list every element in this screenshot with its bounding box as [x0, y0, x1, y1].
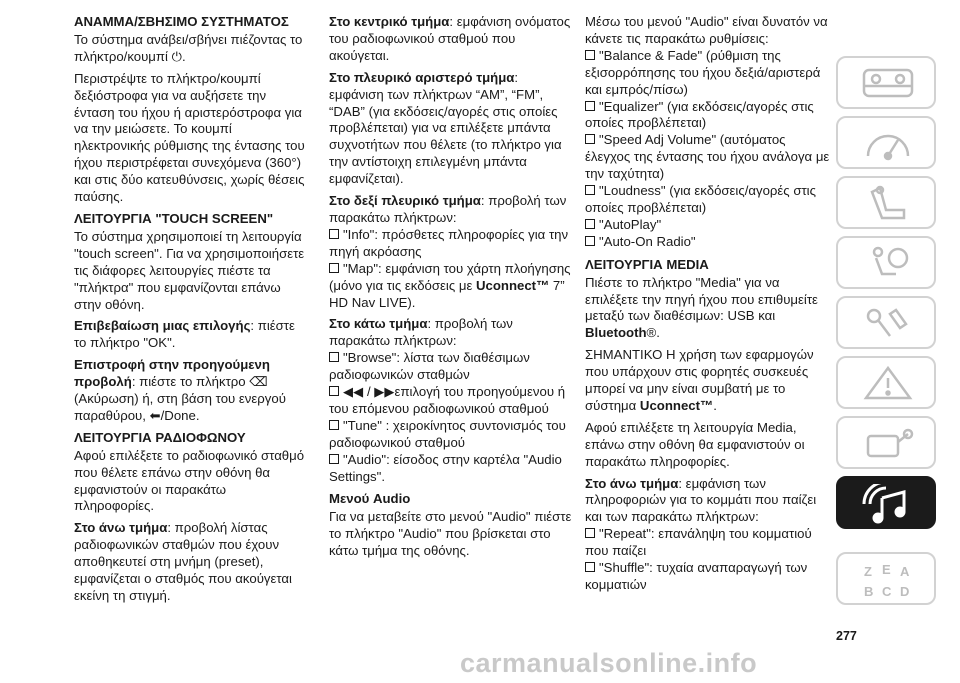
- tab-car-dashboard[interactable]: [836, 56, 936, 109]
- upper-section-label: Στο άνω τμήμα: [74, 520, 168, 536]
- index-letters-icon: [860, 560, 916, 600]
- media-info-text: Αφού επιλέξετε τη λειτουργία Media, επάνω στην οθόνη θα εμφανιστούν οι παρακάτω πληροφορίες.: [585, 419, 805, 469]
- warning-triangle-icon: [860, 364, 916, 404]
- heading-system-power: ΑΝΑΜΜΑ/ΣΒΗΣΙΜΟ ΣΥΣΤΗΜΑΤΟΣ: [74, 14, 289, 29]
- tab-engine[interactable]: [836, 416, 936, 469]
- back-label: Επιστροφή στην προηγούμενη προβολή: [74, 357, 270, 390]
- svg-text:D: D: [900, 584, 910, 599]
- upper-section-text: : προβολή λίστας ραδιοφωνικών σταθμών που έχουν αποθηκευτεί στη μνήμη (preset), εμφανίζεται ο σταθμός που ακούγεται εκείνη τη στιγμή.: [74, 520, 292, 603]
- airbag-icon: [860, 244, 916, 284]
- audio-menu-text: Για να μεταβείτε στο μενού "Audio" πιέστε το πλήκτρο "Audio" που βρίσκεται στο κάτω τμήμα της οθόνης.: [329, 509, 572, 559]
- touch-text: Το σύστημα χρησιμοποιεί τη λειτουργία "touch screen". Για να χρησιμοποιήσετε τις διάφορες λειτουργίες πιέστε τα "πλήκτρα" που εμφανίζονται επάνω στην οθόνη.: [74, 228, 305, 312]
- checkbox-icon: [585, 185, 595, 195]
- volume-text: Περιστρέψτε το πλήκτρο/κουμπί δεξιόστροφα για να αυξήσετε την ένταση του ήχου ή αριστερόστροφα για να την μειώσετε. Το κουμπί ηλεκτρονικής ρύθμισης της έντασης του ήχου περιστρέφεται συνεχόμενα (360°) και στις δύο κατευθύνσεις, χωρίς θέσεις παύσης.: [74, 70, 305, 205]
- media-text: Πιέστε το πλήκτρο "Media" για να επιλέξετε την πηγή ήχου που επιθυμείτε μεταξύ των διαθέσιμων: USB και: [585, 274, 818, 324]
- power-knob-icon: ⏻: [171, 48, 183, 64]
- list-item: "Shuffle": τυχαία αναπαραγωγή των κομματιών: [585, 560, 808, 592]
- list-item: "AutoPlay": [585, 217, 830, 234]
- checkbox-icon: [585, 50, 595, 60]
- tab-seat[interactable]: [836, 176, 936, 229]
- lower-section-text: : προβολή των παρακάτω πλήκτρων:: [329, 316, 513, 349]
- tab-airbag[interactable]: [836, 236, 936, 289]
- checkbox-icon: [585, 101, 595, 111]
- list-item: "Map": εμφάνιση του χάρτη πλοήγησης (μόνο για τις εκδόσεις με Uconnect™ 7” HD Nav LIVE).: [329, 260, 571, 310]
- important-text: ΣΗΜΑΝΤΙΚΟ Η χρήση των εφαρμογών που υπάρχουν στις φορητές συσκευές μπορεί να μην είναι συμβατή με το σύστημα: [585, 347, 814, 413]
- list-item: "Balance & Fade" (ρύθμιση της εξισορρόπησης του ήχου δεξιά/αριστερά και εμπρός/πίσω): [585, 47, 821, 97]
- checkbox-icon: [329, 352, 339, 362]
- svg-text:B: B: [864, 584, 874, 599]
- list-item: "Repeat": επανάληψη του κομματιού που παίζει: [585, 526, 812, 559]
- tab-warning[interactable]: [836, 356, 936, 409]
- list-item: "Browse": λίστα των διαθέσιμων ραδιοφωνικών σταθμών: [329, 350, 530, 383]
- checkbox-icon: [585, 236, 595, 246]
- tab-index[interactable]: [836, 552, 936, 605]
- gauge-icon: [860, 124, 916, 164]
- list-item: "Auto-On Radio": [585, 234, 830, 251]
- checkbox-icon: [585, 528, 595, 538]
- key-wrench-icon: [860, 304, 916, 344]
- column-3: Μέσω του μενού "Audio" είναι δυνατόν να κάνετε τις παρακάτω ρυθμίσεις: "Balance & Fade" (ρύθμιση της εξισορρόπησης του ήχου δεξιά/αριστερά και εμπρός/πίσω) "Equalizer" (για εκδόσεις/αγορές στις οποίες προβλέπεται) "Speed Adj Volume" (αυτόματος έλεγχος της έντασης του ήχου ανάλογα με την ταχύτητα) "Loudness" (για εκδόσεις/αγορές στις οποίες προβλέπεται) "AutoPlay" "Auto-On Radio" ΛΕΙΤΟΥΡΓΙΑ MEDIA Πιέστε το πλήκτρο "Media" για να επιλέξετε την πηγή ήχου που επιθυμείτε μεταξύ των διαθέσιμων: USB και Bluetooth®. ΣΗΜΑΝΤΙΚΟ Η χρήση των εφαρμογών που υπάρχουν στις φορητές συσκευές μπορεί να μην είναι συμβατή με το σύστημα Uconnect™. Αφού επιλέξετε τη λειτουργία Media, επάνω στην οθόνη θα εμφανιστούν οι παρακάτω πληροφορίες. Στο άνω τμήμα: εμφάνιση των πληροφοριών για το κομμάτι που παίζει και των παρακάτω πλήκτρων: "Repeat": επανάληψη του κομματιού που παίζει "Shuffle": τυχαία αναπαραγωγή των κομματιών: [585, 14, 830, 592]
- checkbox-icon: [329, 386, 339, 396]
- watermark: carmanualsonline.info: [460, 648, 758, 678]
- list-item: "Tune" : χειροκίνητος συντονισμός του ραδιοφωνικού σταθμού: [329, 417, 566, 450]
- list-item: "Loudness" (για εκδόσεις/αγορές στις οποίες προβλέπεται): [585, 183, 816, 215]
- list-item: "Audio": είσοδος στην καρτέλα "Audio Settings".: [329, 451, 562, 484]
- list-item: "Info": πρόσθετες πληροφορίες για την πηγή ακρόασης: [329, 226, 569, 259]
- media-upper-text: : εμφάνιση των πληροφοριών για το κομμάτι που παίζει και των παρακάτω πλήκτρων:: [585, 475, 817, 525]
- power-text: Το σύστημα ανάβει/σβήνει πιέζοντας το πλήκτρο/κουμπί: [74, 31, 303, 64]
- car-dashboard-icon: [860, 64, 916, 104]
- heading-audio-menu: Μενού Audio: [329, 491, 411, 507]
- checkbox-icon: [329, 263, 339, 273]
- center-section-label: Στο κεντρικό τμήμα: [329, 14, 450, 29]
- right-section-text: : προβολή των παρακάτω πλήκτρων:: [329, 193, 567, 225]
- svg-text:Z: Z: [864, 564, 872, 579]
- tab-gauge[interactable]: [836, 116, 936, 169]
- media-upper-label: Στο άνω τμήμα: [585, 475, 679, 491]
- page-number: 277: [836, 629, 857, 643]
- checkbox-icon: [585, 562, 595, 572]
- tab-key-wrench[interactable]: [836, 296, 936, 349]
- checkbox-icon: [329, 454, 339, 464]
- checkbox-icon: [585, 219, 595, 229]
- back-text: : πιέστε το πλήκτρο ⌫ (Ακύρωση) ή, στη βάση του ενεργού παραθύρου, ⬅/Done.: [74, 374, 286, 423]
- svg-text:C: C: [882, 584, 892, 599]
- seat-icon: [860, 184, 916, 224]
- list-item: "Equalizer" (για εκδόσεις/αγορές στις οποίες προβλέπεται): [585, 98, 814, 131]
- list-item: "Speed Adj Volume" (αυτόματος έλεγχος της έντασης του ήχου ανάλογα με την ταχύτητα): [585, 132, 830, 182]
- list-item: ◀◀ / ▶▶επιλογή του προηγούμενου ή του επόμενου ραδιοφωνικού σταθμού: [329, 384, 566, 416]
- column-2: [329, 14, 572, 565]
- left-section-text: : εμφάνιση των πλήκτρων “AM”, “FM”, “DAB” (για εκδόσεις/αγορές στις οποίες προβλέπεται) για να επιλέξετε μπάντα συχνοτήτων που θέλετε (το πλήκτρο για την αντίστοιχη επιλεγμένη μπάντα εμφανίζεται).: [329, 69, 562, 187]
- center-section-text: : εμφάνιση ονόματος του ραδιοφωνικού σταθμού που ακούγεται.: [329, 14, 571, 63]
- checkbox-icon: [585, 134, 595, 144]
- lower-section-label: Στο κάτω τμήμα: [329, 316, 428, 332]
- tab-multimedia[interactable]: [836, 476, 936, 529]
- confirm-text: : πιέστε το πλήκτρο "OK".: [74, 318, 295, 351]
- engine-wrench-icon: [860, 424, 916, 464]
- column-1: ΑΝΑΜΜΑ/ΣΒΗΣΙΜΟ ΣΥΣΤΗΜΑΤΟΣ Το σύστημα ανάβει/σβήνει πιέζοντας το πλήκτρο/κουμπί ⏻. Περιστρέψτε το πλήκτρο/κουμπί δεξιόστροφα για να αυξήσετε την ένταση του ήχου ή αριστερόστροφα για να την μειώσετε. Το κουμπί ηλεκτρονικής ρύθμισης της έντασης του ήχου περιστρέφεται συνεχόμενα (360°) και στις δύο κατευθύνσεις, χωρίς θέσεις παύσης. ΛΕΙΤΟΥΡΓΙΑ "TOUCH SCREEN" Το σύστημα χρησιμοποιεί τη λειτουργία "touch screen". Για να χρησιμοποιήσετε τις διάφορες λειτουργίες πιέστε τα "πλήκτρα" που εμφανίζονται επάνω στην οθόνη. Επιβεβαίωση μιας επιλογής: πιέστε το πλήκτρο "OK". Επιστροφή στην προηγούμενη προβολή: πιέστε το πλήκτρο ⌫ (Ακύρωση) ή, στη βάση του ενεργού παραθύρου, ⬅/Done. ΛΕΙΤΟΥΡΓΙΑ ΡΑΔΙΟΦΩΝΟΥ Αφού επιλέξετε το ραδιοφωνικό σταθμό που θέλετε επάνω στην οθόνη θα εμφανιστούν οι παρακάτω πληροφορίες. Στο άνω τμήμα: προβολή λίστας ραδιοφωνικών σταθμών που έχουν αποθηκευτεί στη μνήμη (preset), εμφανίζεται ο σταθμός που ακούγεται εκείνη τη στιγμή.: [74, 14, 305, 603]
- confirm-label: Επιβεβαίωση μιας επιλογής: [74, 318, 251, 334]
- heading-touch-screen: ΛΕΙΤΟΥΡΓΙΑ "TOUCH SCREEN": [74, 210, 274, 226]
- left-section-label: Στο πλευρικό αριστερό τμήμα: [329, 69, 515, 85]
- audio-settings-text: Μέσω του μενού "Audio" είναι δυνατόν να κάνετε τις παρακάτω ρυθμίσεις:: [585, 14, 828, 46]
- checkbox-icon: [329, 420, 339, 430]
- right-section-label: Στο δεξί πλευρικό τμήμα: [329, 193, 481, 209]
- multimedia-icon: [860, 484, 916, 526]
- svg-text:E: E: [882, 562, 891, 577]
- heading-media: ΛΕΙΤΟΥΡΓΙΑ MEDIA: [585, 256, 709, 272]
- svg-text:A: A: [900, 564, 910, 579]
- heading-radio: ΛΕΙΤΟΥΡΓΙΑ ΡΑΔΙΟΦΩΝΟΥ: [74, 429, 246, 445]
- checkbox-icon: [329, 229, 339, 239]
- radio-text: Αφού επιλέξετε το ραδιοφωνικό σταθμό που θέλετε επάνω στην οθόνη θα εμφανιστούν οι παρακάτω πληροφορίες.: [74, 447, 305, 514]
